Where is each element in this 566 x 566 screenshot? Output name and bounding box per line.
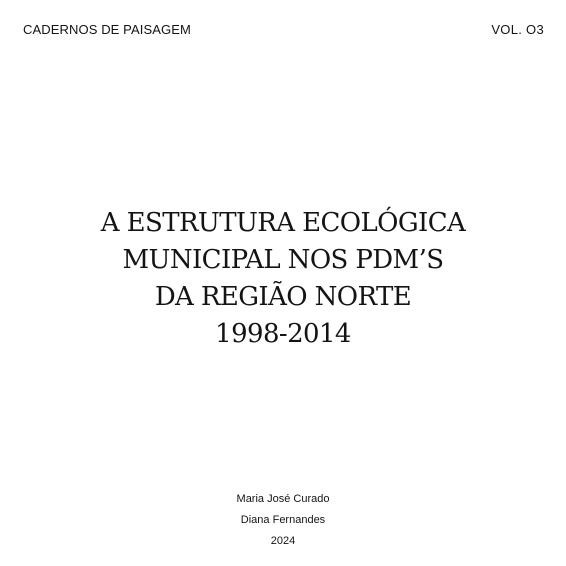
author-1: Maria José Curado [236,493,330,505]
title-line-3: DA REGIÃO NORTE [154,282,412,312]
publication-year: 2024 [270,535,296,547]
cover-title [0,205,566,353]
volume-label: VOL. O3 [491,22,544,37]
author-2: Diana Fernandes [240,514,326,526]
title-line-1: A ESTRUTURA ECOLÓGICA [100,208,466,238]
series-label: CADERNOS DE PAISAGEM [23,22,191,37]
title-line-2: MUNICIPAL NOS PDM’S [122,245,444,275]
title-line-4: 1998-2014 [215,319,351,349]
credits [0,489,566,552]
